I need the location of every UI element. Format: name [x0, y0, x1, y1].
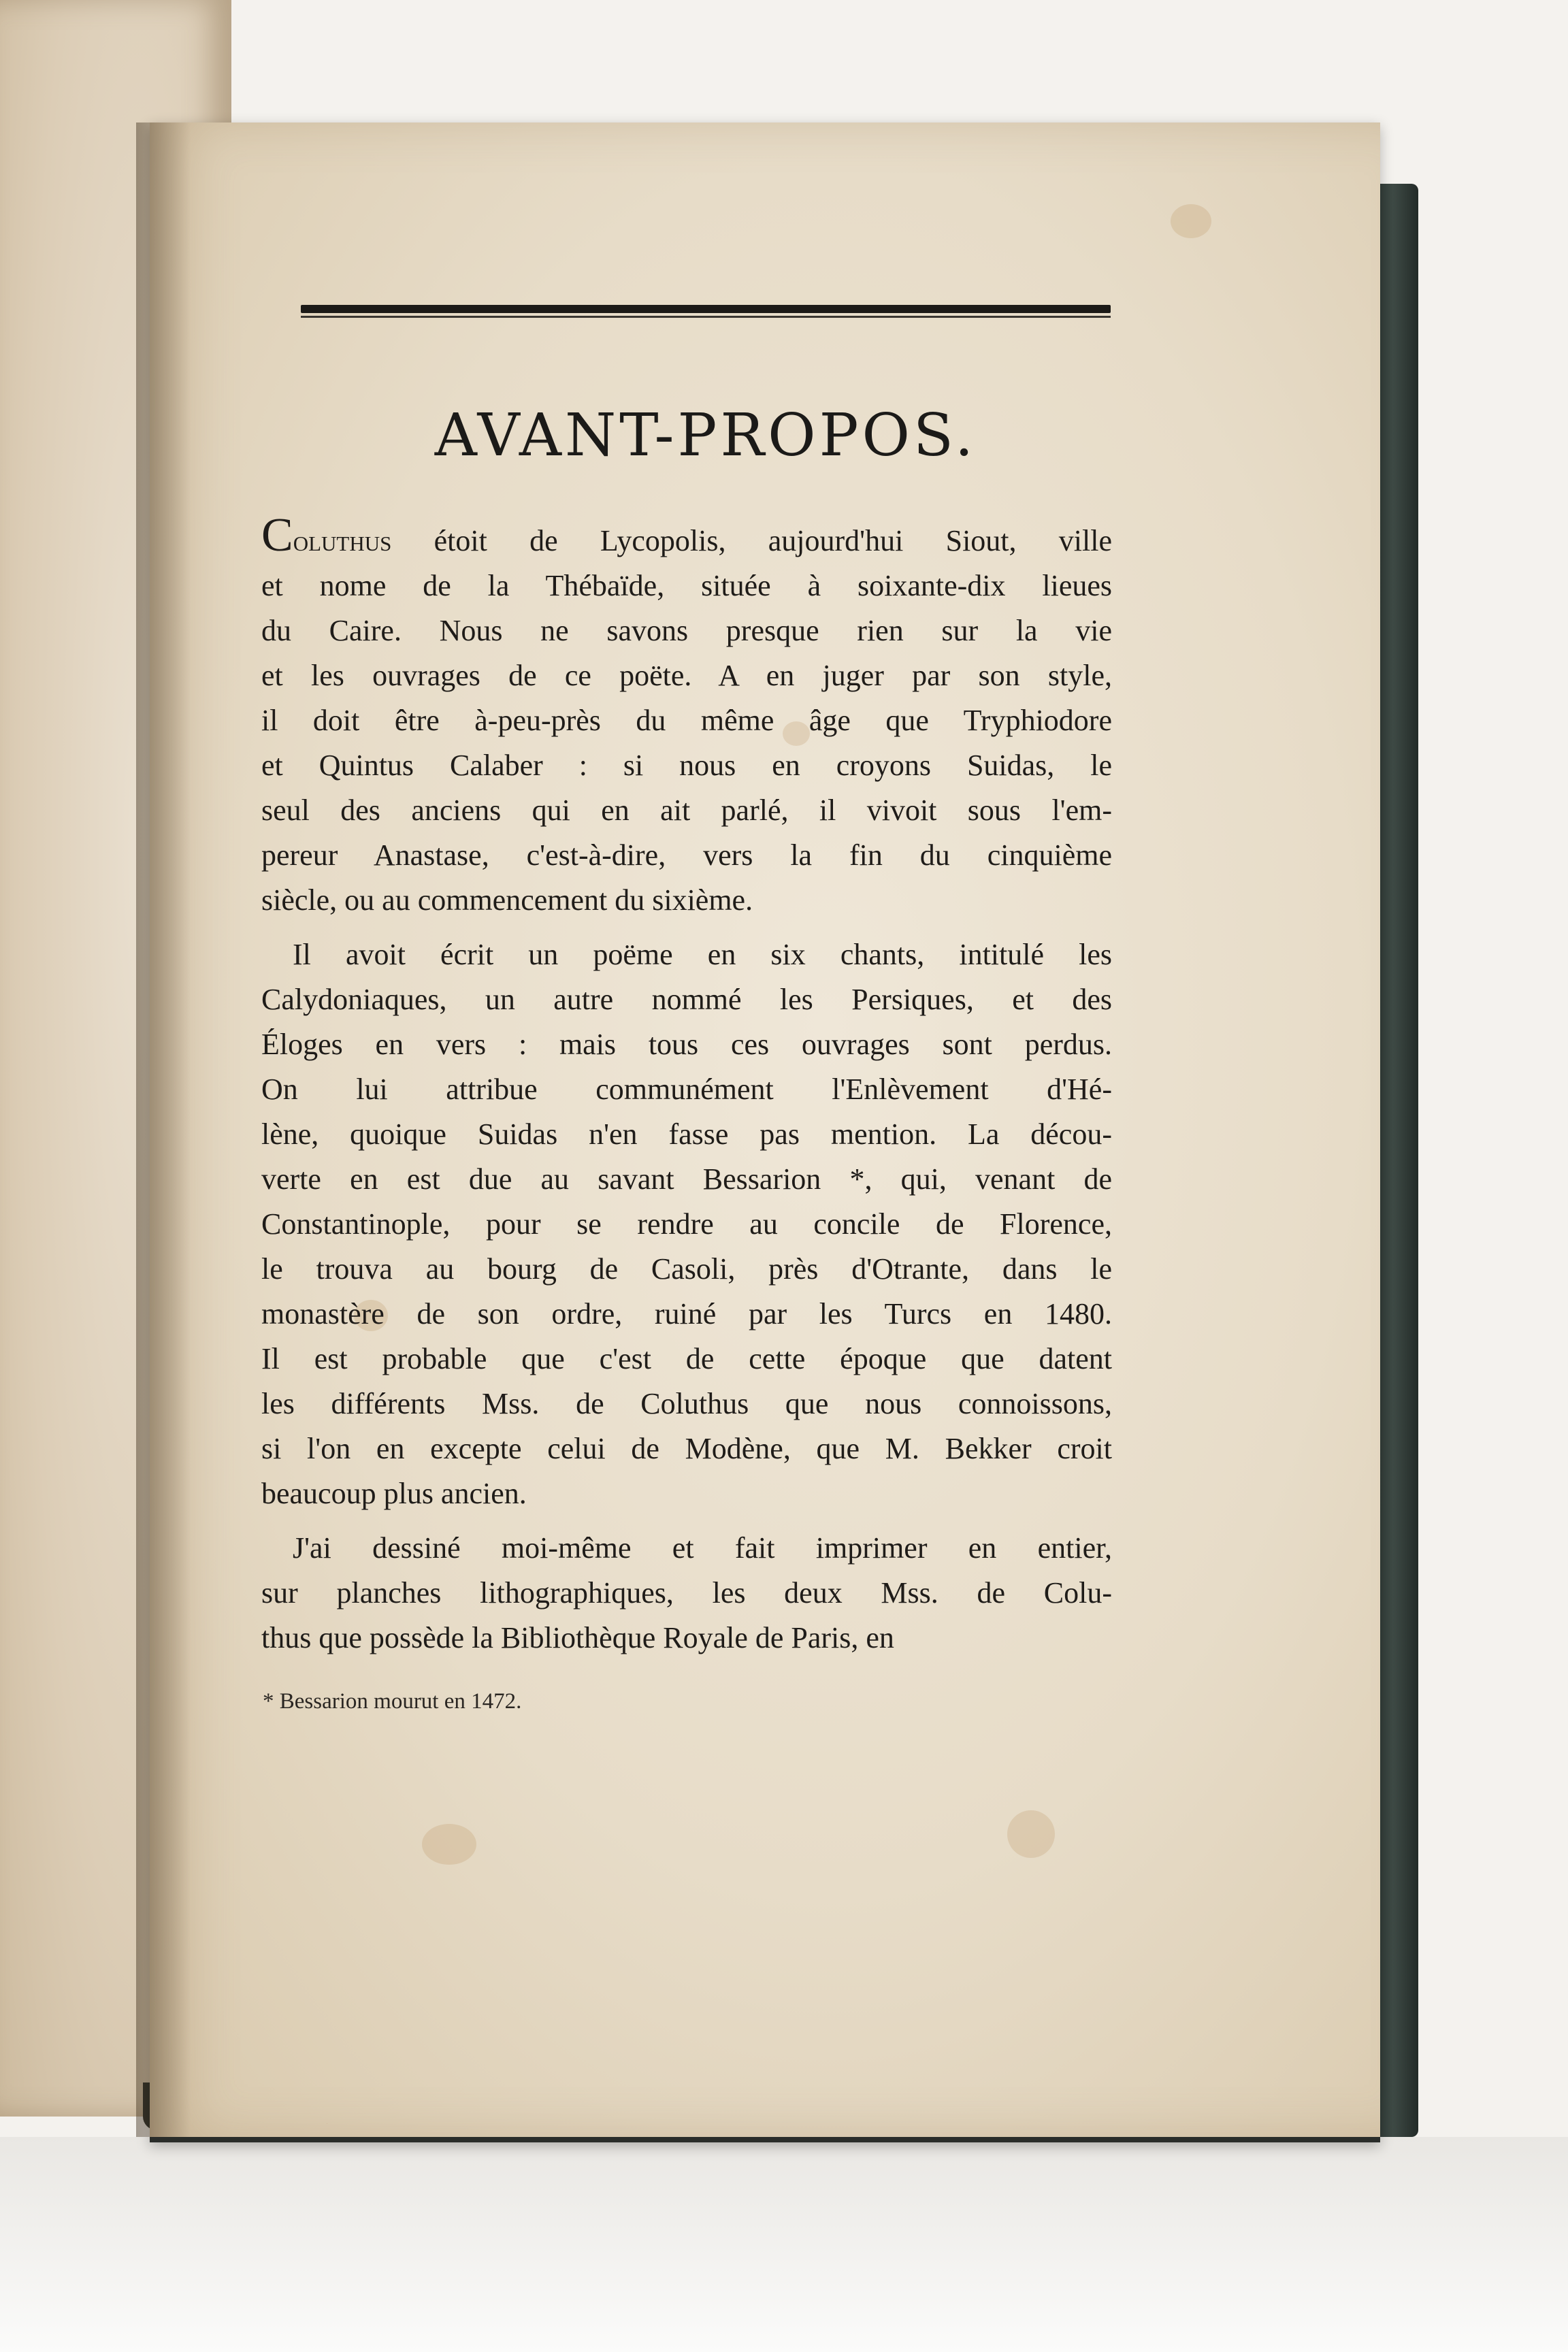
- foxing-spot: [422, 1824, 476, 1865]
- author-name: oluthus: [293, 524, 392, 557]
- line-text: et Quintus Calaber : si nous en croyons Suidas, le: [261, 749, 1112, 782]
- line-text: On lui attribue communément l'Enlèvement d'Hé-: [261, 1073, 1112, 1106]
- line-text: les différents Mss. de Coluthus que nous connoissons,: [261, 1387, 1112, 1420]
- line-text: sur planches lithographiques, les deux Mss. de Colu-: [261, 1576, 1112, 1610]
- text-line: [261, 608, 1112, 653]
- text-line: [261, 833, 1112, 878]
- line-text: il doit être à-peu-près du même âge que Tryphiodore: [261, 704, 1112, 737]
- text-line: [261, 564, 1112, 608]
- text-line: [261, 1616, 1112, 1661]
- text-line: [261, 1202, 1112, 1247]
- page-title: AVANT-PROPOS.: [434, 402, 977, 470]
- text-line: [261, 1292, 1112, 1337]
- text-line: [261, 932, 1112, 977]
- text-line: [261, 977, 1112, 1022]
- header-rule-thin: [301, 316, 1111, 318]
- text-line: [261, 1022, 1112, 1067]
- text-line: [261, 1571, 1112, 1616]
- text-line: [261, 653, 1112, 698]
- text-line: [261, 1382, 1112, 1426]
- line-text: du Caire. Nous ne savons presque rien sur la vie: [261, 614, 1112, 647]
- drop-cap: C: [261, 509, 293, 561]
- paragraph-gap: [261, 1516, 1112, 1526]
- line-text: pereur Anastase, c'est-à-dire, vers la fin du cinquième: [261, 838, 1112, 872]
- text-line: [261, 788, 1112, 833]
- line-text: monastère de son ordre, ruiné par les Turcs en 1480.: [261, 1297, 1112, 1330]
- header-rule: [301, 305, 1111, 313]
- line-text: J'ai dessiné moi-même et fait imprimer en entier,: [293, 1531, 1112, 1565]
- line-text: seul des anciens qui en ait parlé, il vivoit sous l'em-: [261, 794, 1112, 827]
- line-text: étoit de Lycopolis, aujourd'hui Siout, ville: [391, 524, 1112, 557]
- line-text: Il est probable que c'est de cette époque que datent: [261, 1342, 1112, 1375]
- text-line: [261, 1067, 1112, 1112]
- text-line: [261, 1526, 1112, 1571]
- gutter-shadow: [136, 122, 191, 2137]
- footnote: * Bessarion mourut en 1472.: [263, 1689, 522, 1714]
- line-text: verte en est due au savant Bessarion *, qui, venant de: [261, 1162, 1112, 1196]
- line-text: lène, quoique Suidas n'en fasse pas mention. La décou-: [261, 1117, 1112, 1151]
- foxing-spot: [1171, 204, 1211, 238]
- line-text: Constantinople, pour se rendre au concile de Florence,: [261, 1207, 1112, 1241]
- line-text: thus que possède la Bibliothèque Royale de Paris, en: [261, 1621, 894, 1654]
- text-line: [261, 698, 1112, 743]
- text-line: [261, 1337, 1112, 1382]
- line-text: siècle, ou au commencement du sixième.: [261, 883, 753, 917]
- text-line: [261, 1112, 1112, 1157]
- text-line: [261, 509, 1112, 564]
- paragraph-gap: [261, 923, 1112, 932]
- text-line: [261, 743, 1112, 788]
- foxing-spot: [1007, 1810, 1055, 1858]
- line-text: et nome de la Thébaïde, située à soixante-dix lieues: [261, 569, 1112, 602]
- line-text: si l'on en excepte celui de Modène, que M. Bekker croit: [261, 1432, 1112, 1465]
- text-line: [261, 1426, 1112, 1471]
- line-text: Il avoit écrit un poëme en six chants, intitulé les: [293, 938, 1112, 971]
- text-line: [261, 1157, 1112, 1202]
- line-text: beaucoup plus ancien.: [261, 1477, 527, 1510]
- text-line: [261, 1471, 1112, 1516]
- line-text: Calydoniaques, un autre nommé les Persiques, et des: [261, 983, 1112, 1016]
- line-text: le trouva au bourg de Casoli, près d'Otrante, dans le: [261, 1252, 1112, 1286]
- backdrop: [0, 2137, 1568, 2352]
- text-line: [261, 1247, 1112, 1292]
- body-text: [261, 509, 1112, 1661]
- line-text: Éloges en vers : mais tous ces ouvrages sont perdus.: [261, 1028, 1112, 1061]
- text-line: [261, 878, 1112, 923]
- line-text: et les ouvrages de ce poëte. A en juger par son style,: [261, 659, 1112, 692]
